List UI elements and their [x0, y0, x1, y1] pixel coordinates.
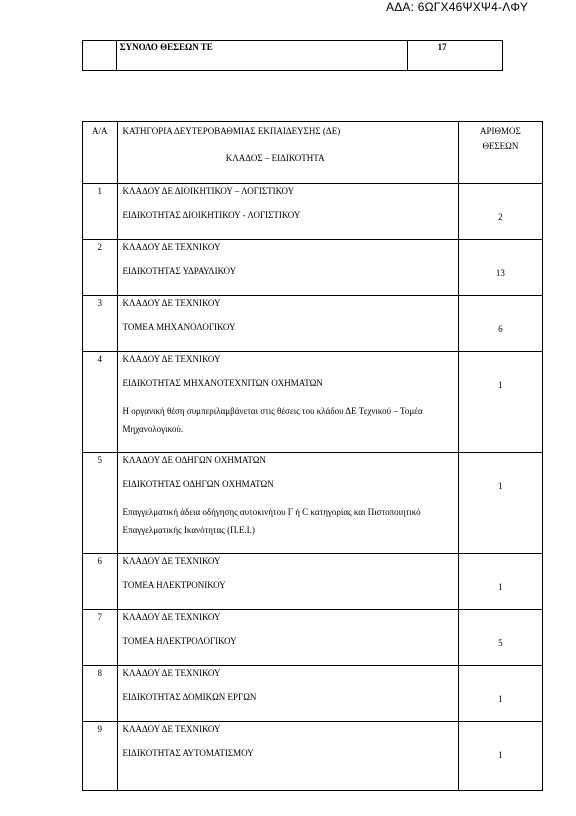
row-branch: ΚΛΑΔΟΥ ΔΕ ΤΕΧΝΙΚΟΥ: [122, 556, 221, 566]
positions-table: [82, 121, 543, 791]
row-specialty: ΕΙΔΙΚΟΤΗΤΑΣ ΜΗΧΑΝΟΤΕΧΝΙΤΩΝ ΟΧΗΜΑΤΩΝ: [122, 378, 323, 388]
row-branch: ΚΛΑΔΟΥ ΔΕ ΤΕΧΝΙΚΟΥ: [122, 612, 221, 622]
row-category: [117, 554, 458, 610]
table-header-row: [83, 122, 543, 184]
header-count: [458, 122, 542, 184]
row-category: [117, 666, 458, 722]
row-count: [458, 240, 542, 296]
row-count: [458, 666, 542, 722]
row-branch: ΚΛΑΔΟΥ ΔΕ ΟΔΗΓΩΝ ΟΧΗΜΑΤΩΝ: [122, 455, 266, 465]
row-count-value: 1: [498, 750, 503, 760]
summary-label: ΣΥΝΟΛΟ ΘΕΣΕΩΝ ΤΕ: [116, 41, 407, 71]
row-count-value: 1: [498, 582, 503, 592]
row-count-value: 13: [495, 268, 505, 278]
row-category: [117, 610, 458, 666]
row-count: [458, 453, 542, 554]
row-specialty: ΕΙΔΙΚΟΤΗΤΑΣ ΔΟΜΙΚΩΝ ΕΡΓΩΝ: [122, 692, 257, 702]
row-specialty: ΕΙΔΙΚΟΤΗΤΑΣ ΑΥΤΟΜΑΤΙΣΜΟΥ: [122, 748, 254, 758]
row-count-value: 1: [498, 481, 503, 491]
row-aa: 6: [83, 554, 118, 610]
table-row: [83, 352, 543, 453]
row-specialty: ΕΙΔΙΚΟΤΗΤΑΣ ΔΙΟΙΚΗΤΙΚΟΥ - ΛΟΓΙΣΤΙΚΟΥ: [122, 210, 301, 220]
row-specialty: ΕΙΔΙΚΟΤΗΤΑΣ ΥΔΡΑΥΛΙΚΟΥ: [122, 266, 237, 276]
row-specialty: ΤΟΜΕΑ ΜΗΧΑΝΟΛΟΓΙΚΟΥ: [122, 322, 236, 332]
row-count: [458, 554, 542, 610]
row-count-value: 5: [498, 638, 503, 648]
row-count-value: 6: [498, 324, 503, 334]
table-row: [83, 453, 543, 554]
header-count-line2: ΘΕΣΕΩΝ: [482, 141, 519, 151]
row-aa: 8: [83, 666, 118, 722]
document-ada-code: ΑΔΑ: 6ΩΓΧ46ΨΧΨ4-ΛΦΥ: [386, 0, 529, 14]
row-aa: 7: [83, 610, 118, 666]
table-row: [83, 184, 543, 240]
row-branch: ΚΛΑΔΟΥ ΔΕ ΤΕΧΝΙΚΟΥ: [122, 298, 221, 308]
row-specialty: ΤΟΜΕΑ ΗΛΕΚΤΡΟΝΙΚΟΥ: [122, 580, 226, 590]
row-count: [458, 610, 542, 666]
table-row: [83, 554, 543, 610]
table-row: [83, 610, 543, 666]
row-branch: ΚΛΑΔΟΥ ΔΕ ΔΙΟΙΚΗΤΙΚΟΥ – ΛΟΓΙΣΤΙΚΟΥ: [122, 186, 295, 196]
row-branch: ΚΛΑΔΟΥ ΔΕ ΤΕΧΝΙΚΟΥ: [122, 242, 221, 252]
row-category: [117, 240, 458, 296]
summary-empty-cell: [83, 41, 117, 71]
row-category: [117, 296, 458, 352]
table-row: [83, 666, 543, 722]
row-note: Η οργανική θέση συμπεριλαμβάνεται στις θέσεις του κλάδου ΔΕ Τεχνικού – Τομέα Μηχανολογικού.: [122, 406, 423, 434]
row-aa: 1: [83, 184, 118, 240]
row-category: [117, 722, 458, 791]
header-category: [117, 122, 458, 184]
summary-table: [82, 40, 503, 71]
row-count-value: 1: [498, 380, 503, 390]
header-aa: Α/Α: [83, 122, 118, 184]
row-specialty: ΕΙΔΙΚΟΤΗΤΑΣ ΟΔΗΓΩΝ ΟΧΗΜΑΤΩΝ: [122, 479, 274, 489]
row-count-value: 1: [498, 694, 503, 704]
row-aa: 4: [83, 352, 118, 453]
row-branch: ΚΛΑΔΟΥ ΔΕ ΤΕΧΝΙΚΟΥ: [122, 668, 221, 678]
row-count: [458, 722, 542, 791]
row-count-value: 2: [498, 212, 503, 222]
row-specialty: ΤΟΜΕΑ ΗΛΕΚΤΡΟΛΟΓΙΚΟΥ: [122, 636, 237, 646]
row-branch: ΚΛΑΔΟΥ ΔΕ ΤΕΧΝΙΚΟΥ: [122, 354, 221, 364]
table-row: [83, 296, 543, 352]
row-count: [458, 352, 542, 453]
header-category-line1: ΚΑΤΗΓΟΡΙΑ ΔΕΥΤΕΡΟΒΑΘΜΙΑΣ ΕΚΠΑΙΔΕΥΣΗΣ (ΔΕ): [122, 126, 341, 136]
header-count-line1: ΑΡΙΘΜΟΣ: [480, 126, 521, 136]
table-row: [83, 722, 543, 791]
row-aa: 2: [83, 240, 118, 296]
row-aa: 5: [83, 453, 118, 554]
row-aa: 9: [83, 722, 118, 791]
summary-row: [83, 41, 503, 71]
summary-value: 17: [407, 41, 502, 71]
row-count: [458, 296, 542, 352]
row-aa: 3: [83, 296, 118, 352]
row-branch: ΚΛΑΔΟΥ ΔΕ ΤΕΧΝΙΚΟΥ: [122, 724, 221, 734]
row-category: [117, 352, 458, 453]
row-category: [117, 184, 458, 240]
table-row: [83, 240, 543, 296]
row-count: [458, 184, 542, 240]
row-category: [117, 453, 458, 554]
row-note: Επαγγελματική άδεια οδήγησης αυτοκινήτου Γ ή C κατηγορίας και Πιστοποιητικό Επαγγελματικής Ικανότητας (Π.Ε.Ι.): [122, 507, 421, 535]
header-category-line2: ΚΛΑΔΟΣ – ΕΙΔΙΚΟΤΗΤΑ: [225, 153, 325, 163]
